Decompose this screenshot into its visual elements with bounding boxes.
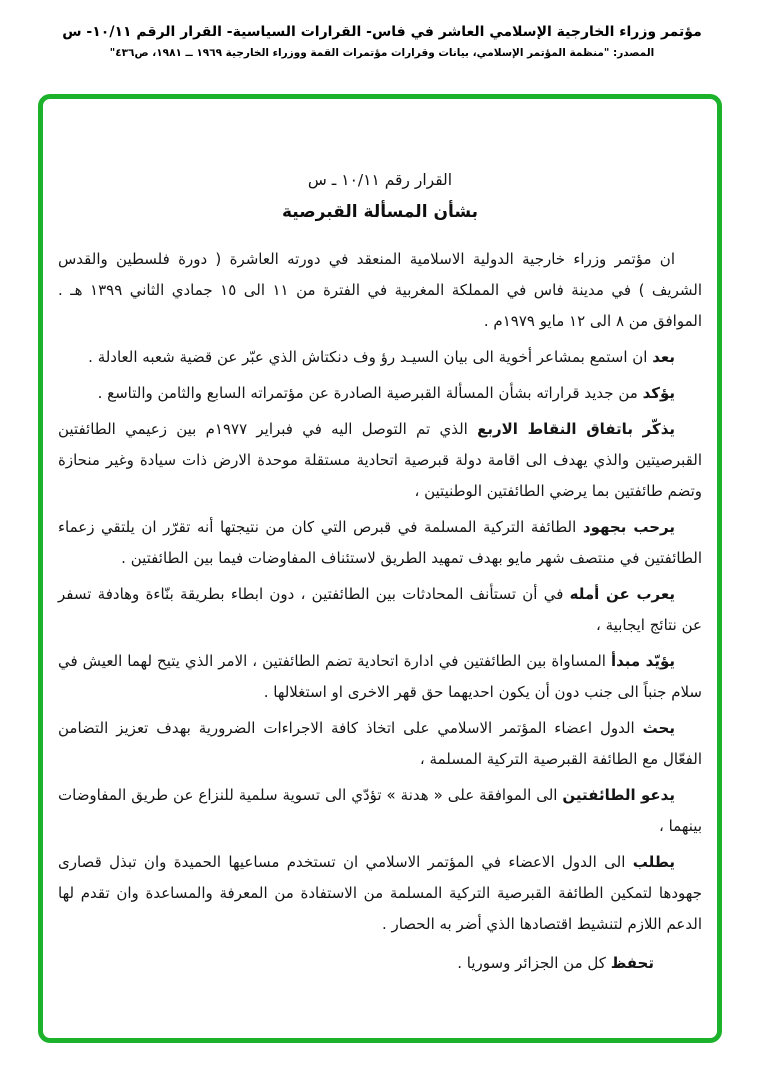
header-title: مؤتمر وزراء الخارجية الإسلامي العاشر في فاس- القرارات السياسية- القرار الرقم ١٠/١١- س bbox=[62, 24, 702, 40]
paragraph-operative-lead: يؤيّد مبدأ bbox=[610, 652, 675, 670]
paragraph bbox=[58, 780, 702, 842]
paragraph-text: الى الدول الاعضاء في المؤتمر الاسلامي ان تستخدم مساعيها الحميدة وان تبذل قصارى جهودها لتمكين الطائفة القبرصية التركية المسلمة من الاستفادة من المعرفة والمساعدة وان تقدم لها الدعم اللازم لتنشيط اقتصادها الذي أضر به الحصار . bbox=[58, 853, 702, 933]
paragraph-operative-lead: بعد bbox=[652, 348, 675, 366]
paragraph-text: في أن تستأنف المحادثات بين الطائفتين ، دون ابطاء بطريقة بنّاءة وهادفة تسفر عن نتائج ايجابية ، bbox=[58, 585, 702, 634]
paragraph-text: الطائفة التركية المسلمة في قبرص التي كان من نتيجتها أنه تقرّر ان يلتقي زعماء الطائفتين في منتصف شهر مايو بهدف تمهيد الطريق لاستئناف المفاوضات فيما بين الطائفتين . bbox=[58, 518, 702, 567]
paragraph bbox=[58, 414, 702, 507]
paragraph-text: الذي تم التوصل اليه في فبراير ١٩٧٧م بين زعيمي الطائفتين القبرصيتين والذي يهدف الى اقامة دولة قبرصية اتحادية مستقلة موحدة الارض ذات سيادة وغير منحازة وتضم طائفتين بما يرضي الطائفتين الوطنيتين ، bbox=[58, 420, 702, 500]
paragraph-text: المساواة بين الطائفتين في ادارة اتحادية تضم الطائفتين ، الامر الذي يتيح لهما العيش في سلام جنباً الى جنب دون أن يكون احديهما حق قهر الاخرى او استغلالها . bbox=[58, 652, 702, 701]
paragraph bbox=[58, 378, 702, 409]
paragraph bbox=[58, 646, 702, 708]
paragraph-operative-lead: يعرب عن أمله bbox=[569, 585, 675, 603]
paragraph-reservation bbox=[58, 948, 702, 979]
resolution-subject: بشأن المسألة القبرصية bbox=[281, 202, 479, 222]
paragraph-operative-lead: يحث bbox=[642, 719, 675, 737]
paragraph-operative-lead: يدعو الطائفتين bbox=[562, 786, 675, 804]
document-header bbox=[0, 0, 764, 59]
paragraph-operative-lead: يطلب bbox=[632, 853, 675, 871]
resolution-number: القرار رقم ١٠/١١ ـ س bbox=[307, 171, 453, 189]
paragraph-operative-lead: يؤكد bbox=[642, 384, 675, 402]
resolution-body bbox=[58, 244, 702, 979]
paragraph-operative-lead: يذكّر باتفاق النقاط الاربع bbox=[477, 420, 675, 438]
reservation-lead: تحفظ bbox=[610, 954, 654, 972]
paragraph-text: من جديد قراراته بشأن المسألة القبرصية الصادرة عن مؤتمراته السابع والثامن والتاسع . bbox=[97, 384, 638, 402]
paragraph bbox=[58, 847, 702, 940]
paragraph-text: الى الموافقة على « هدنة » تؤدّي الى تسوية سلمية للنزاع عن طريق المفاوضات بينهما ، bbox=[58, 786, 702, 835]
reservation-text: كل من الجزائر وسوريا . bbox=[457, 954, 606, 972]
paragraph bbox=[58, 713, 702, 775]
highlight-border-box bbox=[38, 94, 722, 1043]
paragraph-text: ان مؤتمر وزراء خارجية الدولية الاسلامية المنعقد في دورته العاشرة ( دورة فلسطين والقدس الشريف ) في مدينة فاس في المملكة المغربية في الفترة من ١١ الى ١٥ جمادي الثاني ١٣٩٩ هـ . الموافق من ٨ الى ١٢ مايو ١٩٧٩م . bbox=[58, 250, 702, 330]
paragraph-operative-lead: يرحب بجهود bbox=[582, 518, 675, 536]
paragraph-text: ان استمع بمشاعر أخوية الى بيان السيـد رؤ وف دنكتاش الذي عبّر عن قضية شعبه العادلة . bbox=[88, 348, 648, 366]
paragraph-text: الدول اعضاء المؤتمر الاسلامي على اتخاذ كافة الاجراءات الضرورية بهدف تعزيز التضامن الفعّال مع الطائفة القبرصية التركية المسلمة ، bbox=[58, 719, 702, 768]
paragraph bbox=[58, 342, 702, 373]
paragraph bbox=[58, 579, 702, 641]
paragraph bbox=[58, 512, 702, 574]
paragraph-preamble bbox=[58, 244, 702, 337]
header-source: المصدر: "منظمة المؤتمر الإسلامي، بيانات وقرارات مؤتمرات القمة ووزراء الخارجية ١٩٦٩ ــ ١٩٨١، ص٤٣٦" bbox=[109, 47, 655, 59]
